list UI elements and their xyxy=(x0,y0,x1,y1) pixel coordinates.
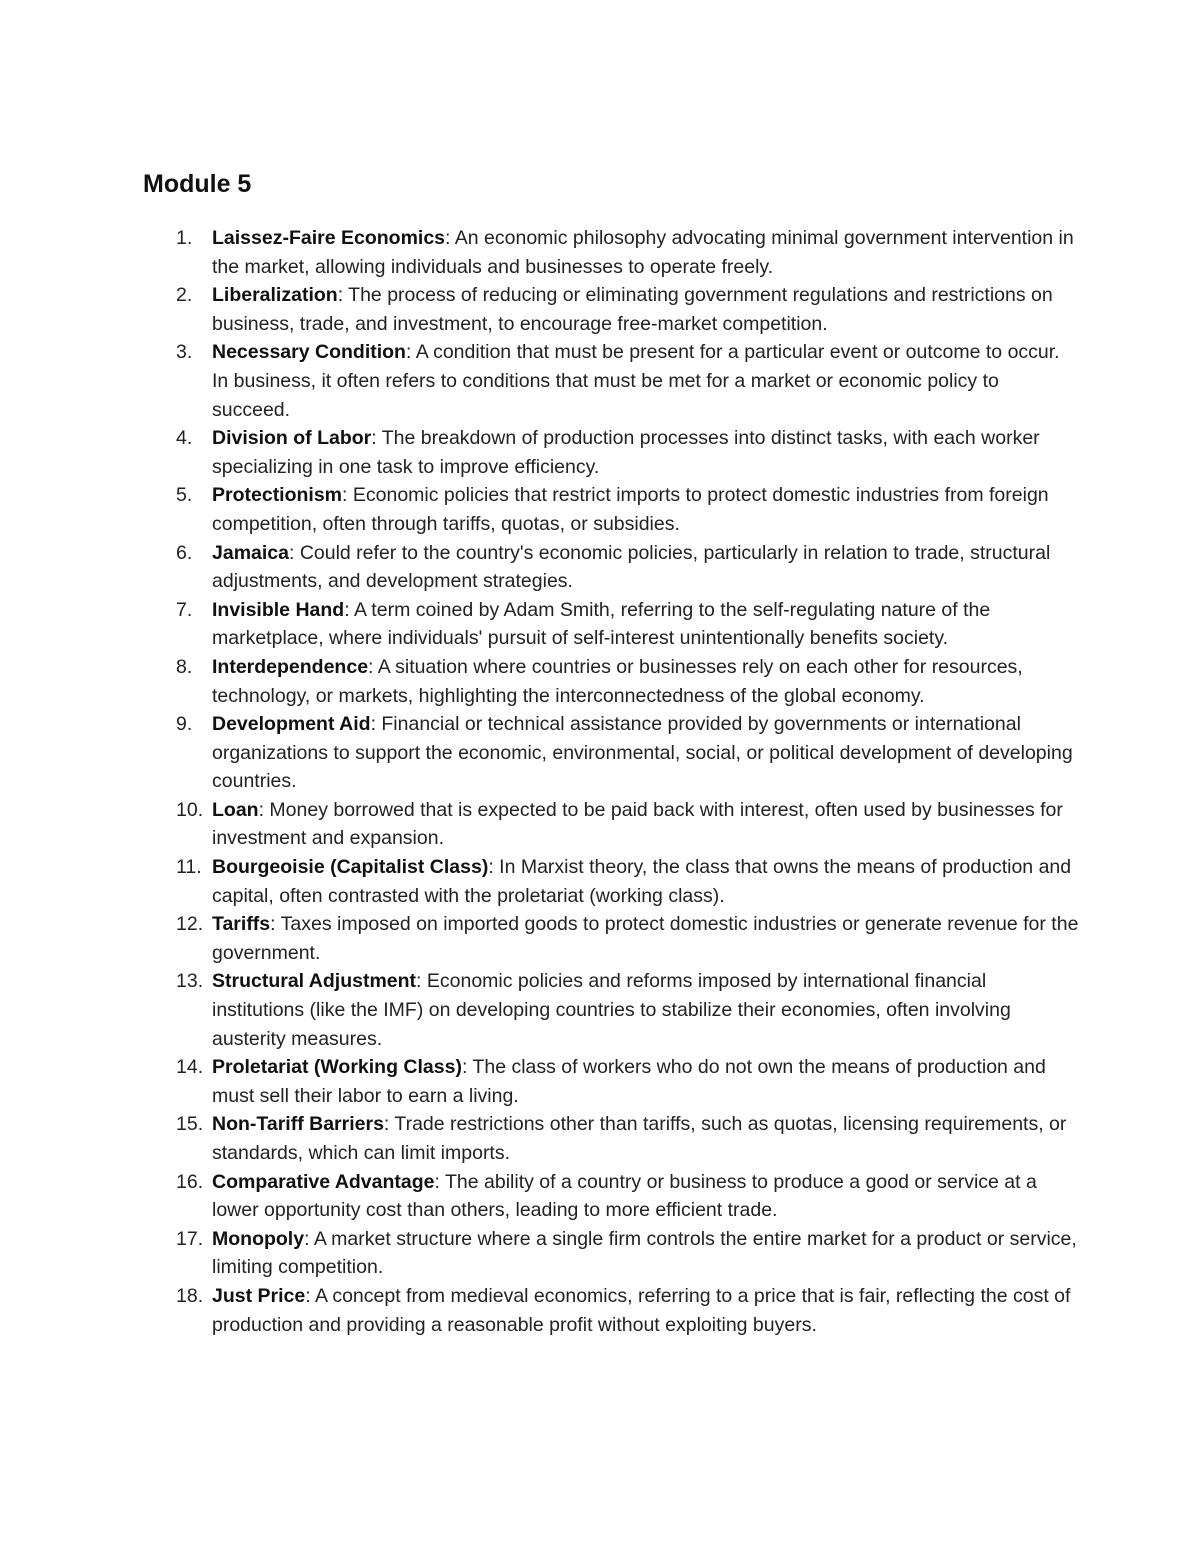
list-item xyxy=(0,1110,1200,1167)
term-name: Monopoly xyxy=(212,1227,305,1250)
item-number: 9. xyxy=(176,713,193,736)
term-definition: : A term coined by Adam Smith, referring to the self-regulating nature of the marketplace, where individuals' pursuit of self-interest unintentionally benefits society. xyxy=(212,598,991,650)
list-item xyxy=(0,1053,1200,1110)
term-name: Invisible Hand xyxy=(212,598,345,621)
term-definition: : A situation where countries or businesses rely on each other for resources, technology, or markets, highlighting the interconnectedness of the global economy. xyxy=(212,655,1023,707)
term-name: Jamaica xyxy=(212,541,289,564)
term-definition: : Could refer to the country's economic policies, particularly in relation to trade, structural adjustments, and development strategies. xyxy=(212,541,1051,593)
item-number: 8. xyxy=(176,655,193,678)
term-name: Necessary Condition xyxy=(212,341,406,364)
list-item xyxy=(0,967,1200,1053)
term-definition: : A concept from medieval economics, referring to a price that is fair, reflecting the cost of production and providing a reasonable profit without exploiting buyers. xyxy=(212,1284,1071,1336)
item-number: 17. xyxy=(176,1227,204,1250)
term-definition: : The process of reducing or eliminating government regulations and restrictions on business, trade, and investment, to encourage free-market competition. xyxy=(212,284,1053,335)
list-item xyxy=(0,910,1200,967)
term-name: Comparative Advantage xyxy=(212,1170,435,1193)
term-name: Division of Labor xyxy=(212,427,372,450)
list-item xyxy=(0,338,1200,424)
list-item xyxy=(0,481,1200,538)
term-definition: : The class of workers who do not own the means of production and must sell their labor to earn a living. xyxy=(212,1056,1046,1107)
list-item xyxy=(0,796,1200,853)
term-definition: : A condition that must be present for a particular event or outcome to occur. In business, it often refers to conditions that must be met for a market or economic policy to succeed. xyxy=(212,341,1060,421)
item-number: 6. xyxy=(176,541,193,564)
item-number: 18. xyxy=(176,1284,204,1307)
term-name: Loan xyxy=(212,798,259,821)
term-name: Protectionism xyxy=(212,484,343,507)
item-number: 7. xyxy=(176,598,193,621)
term-definition: : The breakdown of production processes into distinct tasks, with each worker specializing in one task to improve efficiency. xyxy=(212,427,1040,478)
item-number: 13. xyxy=(176,970,204,993)
term-definition: : The ability of a country or business to produce a good or service at a lower opportunity cost than others, leading to more efficient trade. xyxy=(212,1170,1037,1222)
term-name: Non-Tariff Barriers xyxy=(212,1113,384,1136)
item-number: 16. xyxy=(176,1170,204,1193)
term-definition: : In Marxist theory, the class that owns the means of production and capital, often contrasted with the proletariat (working class). xyxy=(212,856,1072,907)
list-item xyxy=(0,224,1200,281)
term-name: Tariffs xyxy=(212,913,271,936)
term-definition: : Financial or technical assistance provided by governments or international organizations to support the economic, environmental, social, or political development of developing countries. xyxy=(212,713,1073,793)
item-number: 10. xyxy=(176,798,204,821)
term-name: Laissez-Faire Economics xyxy=(212,227,446,249)
item-number: 4. xyxy=(176,427,193,450)
term-definition: : Trade restrictions other than tariffs, such as quotas, licensing requirements, or standards, which can limit imports. xyxy=(212,1113,1067,1164)
list-item xyxy=(0,1168,1200,1225)
list-item xyxy=(0,281,1200,338)
list-item xyxy=(0,853,1200,910)
list-item xyxy=(0,710,1200,796)
item-number: 15. xyxy=(176,1113,204,1136)
item-number: 3. xyxy=(176,341,193,364)
list-item xyxy=(0,424,1200,481)
term-name: Bourgeoisie (Capitalist Class) xyxy=(212,856,489,879)
list-item xyxy=(0,653,1200,710)
term-name: Interdependence xyxy=(212,655,369,678)
term-name: Development Aid xyxy=(212,713,371,736)
list-item xyxy=(0,1225,1200,1282)
term-definition: : Economic policies and reforms imposed by international financial institutions (like the IMF) on developing countries to stabilize their economies, often involving austerity measures. xyxy=(212,970,1011,1050)
term-definition: : A market structure where a single firm controls the entire market for a product or service, limiting competition. xyxy=(212,1227,1077,1279)
list-item xyxy=(0,596,1200,653)
term-definition: : An economic philosophy advocating minimal government intervention in the market, allowing individuals and businesses to operate freely. xyxy=(212,227,1074,278)
term-definition: : Money borrowed that is expected to be paid back with interest, often used by businesses for investment and expansion. xyxy=(212,798,1063,850)
term-name: Liberalization xyxy=(212,284,338,307)
term-list xyxy=(0,224,1200,1339)
term-name: Just Price xyxy=(212,1284,306,1307)
term-name: Structural Adjustment xyxy=(212,970,417,993)
term-definition: : Taxes imposed on imported goods to protect domestic industries or generate revenue for the government. xyxy=(212,913,1079,964)
term-definition: : Economic policies that restrict imports to protect domestic industries from foreign competition, often through tariffs, quotas, or subsidies. xyxy=(212,484,1049,535)
item-number: 12. xyxy=(176,913,204,936)
page-title: Module 5 xyxy=(143,170,252,198)
item-number: 11. xyxy=(176,856,202,879)
item-number: 1. xyxy=(176,227,193,249)
term-name: Proletariat (Working Class) xyxy=(212,1056,462,1079)
item-number: 5. xyxy=(176,484,193,507)
item-number: 2. xyxy=(176,284,193,307)
item-number: 14. xyxy=(176,1056,204,1079)
list-item xyxy=(0,539,1200,596)
list-item xyxy=(0,1282,1200,1339)
